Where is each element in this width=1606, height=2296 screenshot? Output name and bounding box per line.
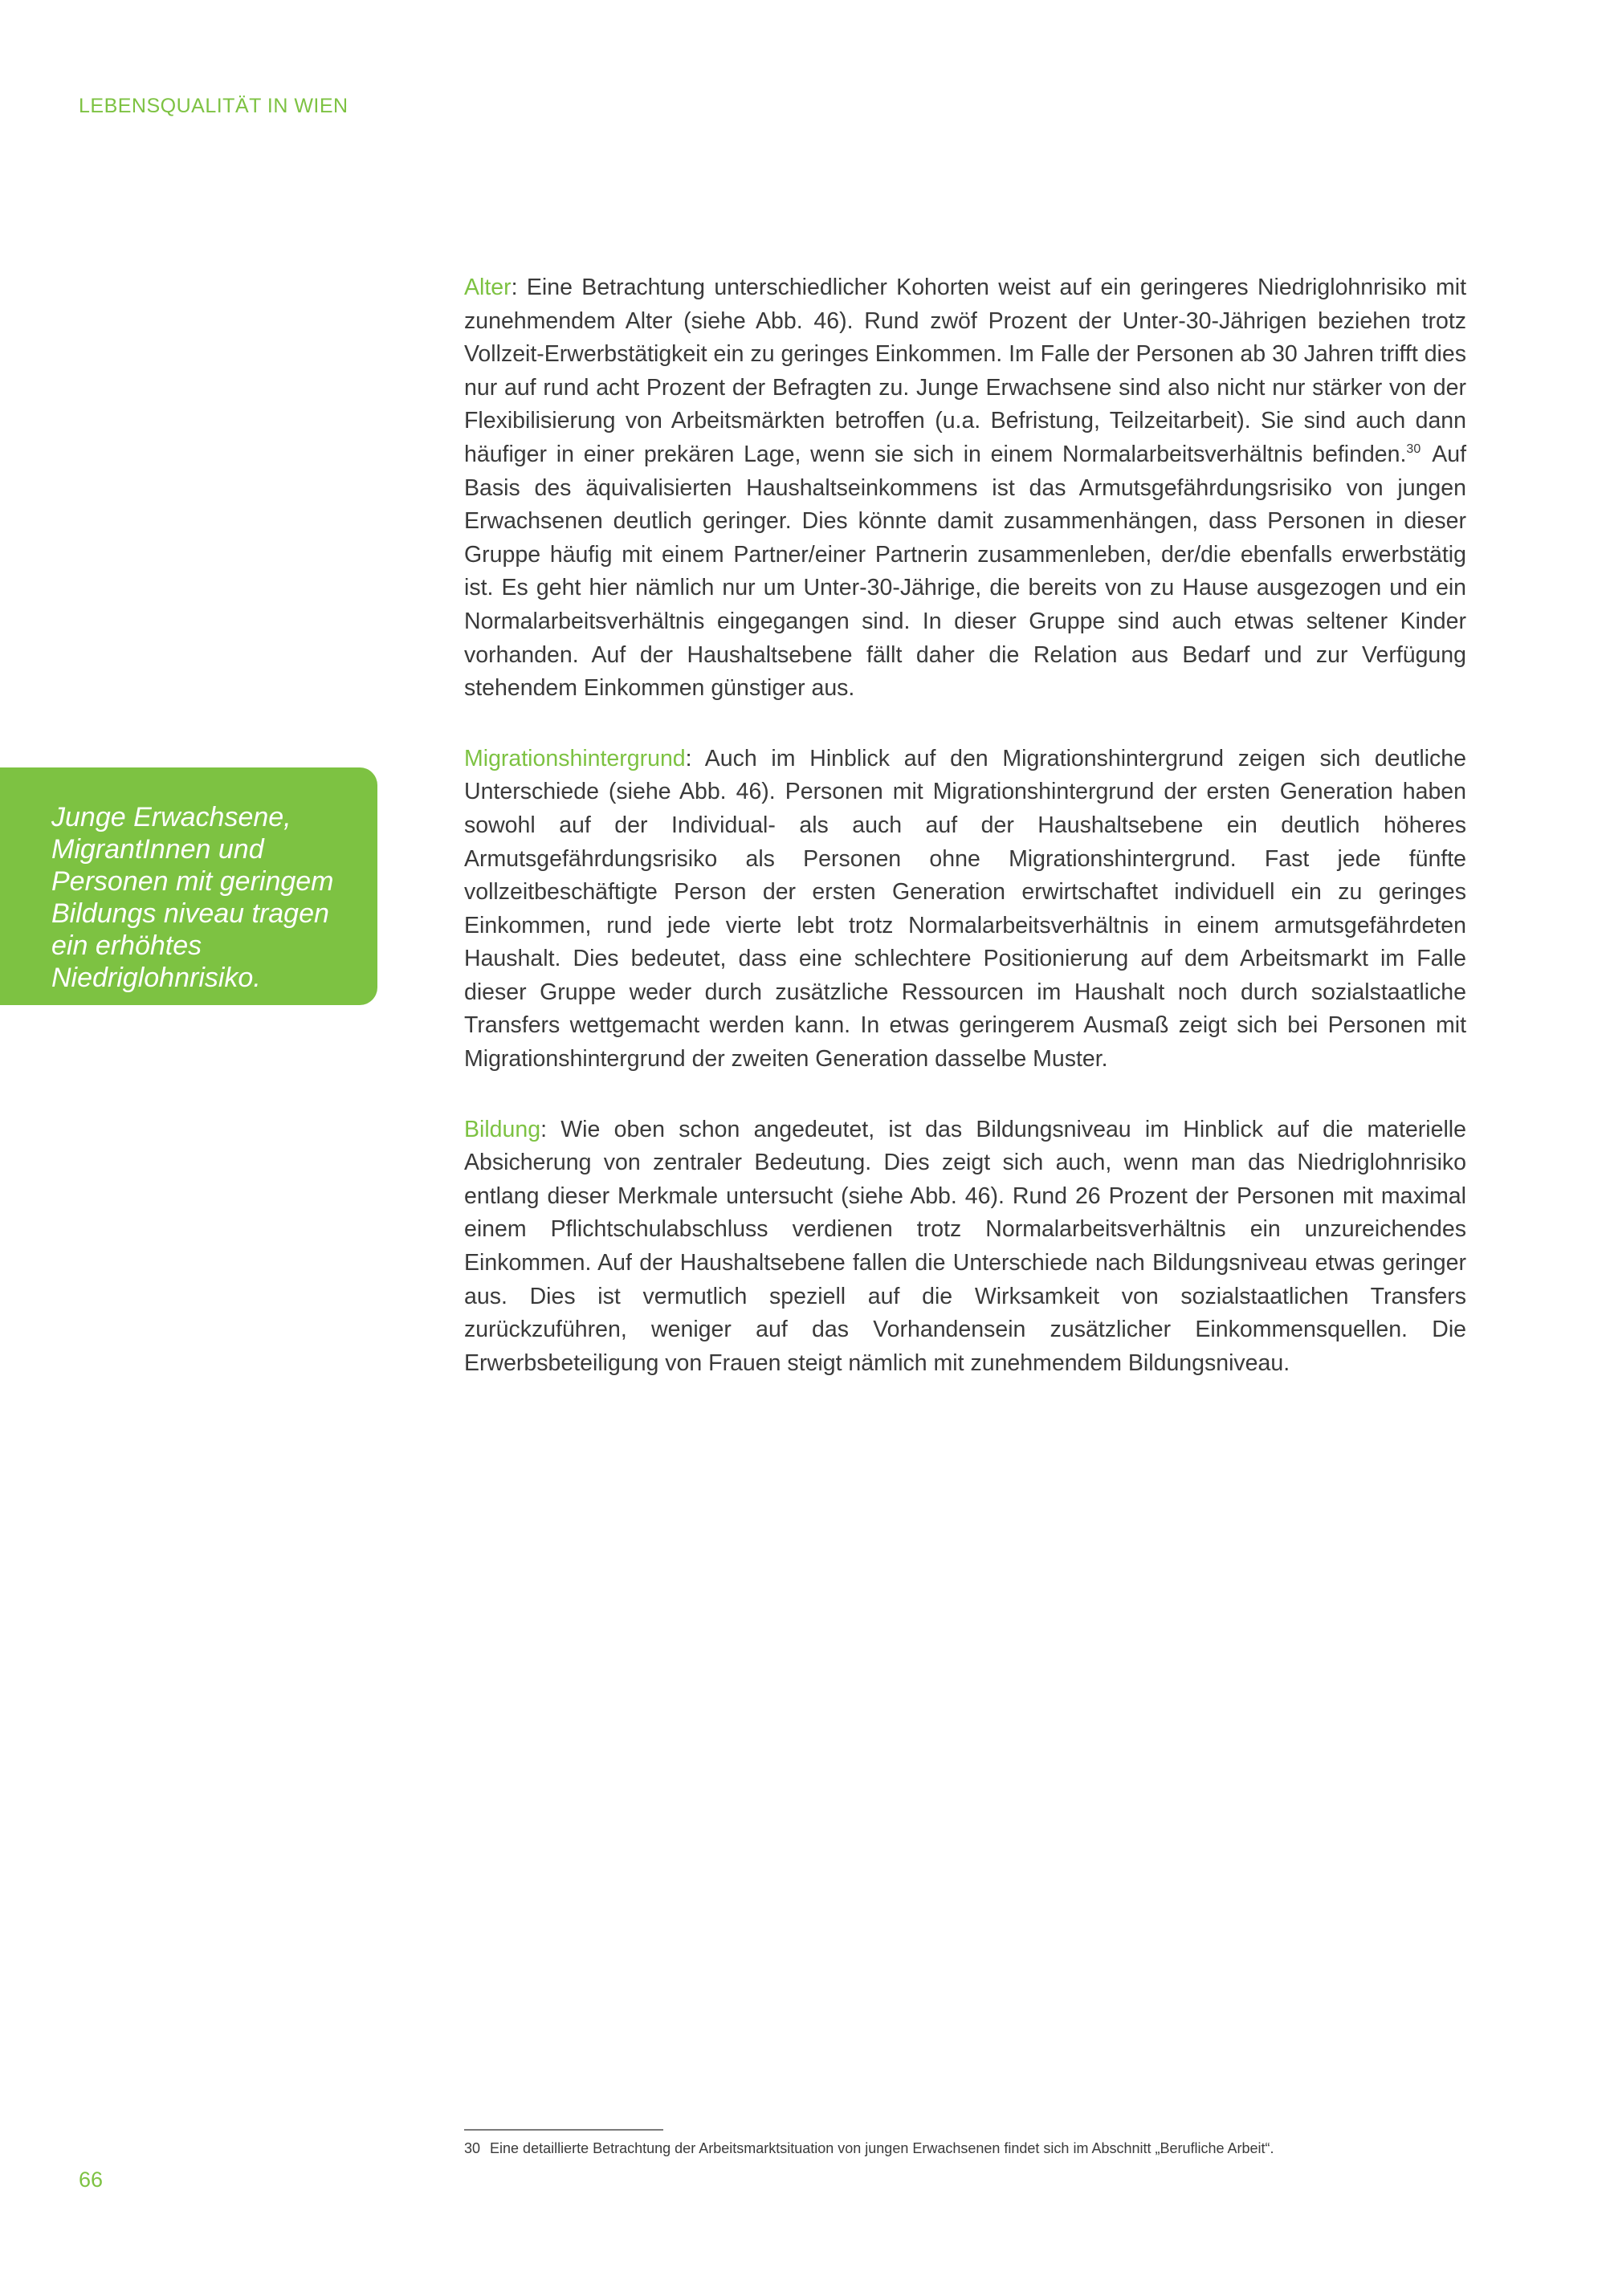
footnote-reference[interactable]: 30 <box>1406 442 1421 457</box>
paragraph-alter-text: : Eine Betrachtung unterschiedlicher Kohorten weist auf ein geringeres Niedriglohnrisiko mit zunehmendem Alter (siehe Abb. 46). Rund zwöf Prozent der Unter-30-Jährigen beziehen trotz Vollzeit-Erwerbstätigkeit ein zu geringes Einkommen. Im Falle der Personen ab 30 Jahren trifft dies nur auf rund acht Prozent der Befragten zu. Junge Erwachsene sind also nicht nur stärker von der Flexibilisierung von Arbeitsmärkten betroffen (u.a. Befristung, Teilzeitarbeit). Sie sind auch dann häufiger in einer prekären Lage, wenn sie sich in einem Normalarbeitsverhältnis befinden. <box>464 275 1466 467</box>
pullquote-box <box>0 767 377 1005</box>
footnote <box>464 2140 1274 2157</box>
paragraph-bildung <box>464 1113 1466 1381</box>
pullquote-text: Junge Erwachsene, MigrantInnen und Personen mit geringem Bildungs niveau tragen ein erhöhtes Niedriglohnrisiko. <box>51 802 334 993</box>
paragraph-alter-text-continued: Auf Basis des äquivalisierten Haushaltseinkommens ist das Armutsgefährdungsrisiko von jungen Erwachsenen deutlich geringer. Dies könnte damit zusammenhängen, dass Personen in dieser Gruppe häufig mit einem Partner/einer Partnerin zusammenleben, der/die ebenfalls erwerbstätig ist. Es geht hier nämlich nur um Unter-30-Jährige, die bereits von zu Hause ausgezogen und ein Normalarbeitsverhältnis eingegangen sind. In dieser Gruppe sind auch etwas seltener Kinder vorhanden. Auf der Haushaltsebene fällt daher die Relation aus Bedarf und zur Verfügung stehendem Einkommen günstiger aus. <box>464 441 1466 702</box>
paragraph-migration-text: : Auch im Hinblick auf den Migrationshintergrund zeigen sich deutliche Unterschiede (siehe Abb. 46). Personen mit Migrationshintergrund der ersten Generation haben sowohl auf der Individual- als auch auf der Haushaltsebene ein deutlich höheres Armutsgefährdungsrisiko als Personen ohne Migrationshintergrund. Fast jede fünfte vollzeitbeschäftigte Person der ersten Generation erwirtschaftet individuell ein zu geringes Einkommen, rund jede vierte lebt trotz Normalarbeitsverhältnis in einem armutsgefährdeten Haushalt. Dies bedeutet, dass eine schlechtere Positionierung auf dem Arbeitsmarkt im Falle dieser Gruppe weder durch zusätzliche Ressourcen im Haushalt noch durch sozialstaatliche Transfers wettgemacht werden kann. In etwas geringerem Ausmaß zeigt sich bei Personen mit Migrationshintergrund der zweiten Generation dasselbe Muster. <box>464 745 1466 1073</box>
paragraph-alter <box>464 271 1466 706</box>
paragraph-bildung-text: : Wie oben schon angedeutet, ist das Bildungsniveau im Hinblick auf die materielle Absicherung von zentraler Bedeutung. Dies zeigt sich auch, wenn man das Niedriglohnrisiko entlang dieser Merkmale untersucht (siehe Abb. 46). Rund 26 Prozent der Personen mit maximal einem Pflichtschulabschluss verdienen trotz Normalarbeitsverhältnis ein unzureichendes Einkommen. Auf der Haushaltsebene fallen die Unterschiede nach Bildungsniveau etwas geringer aus. Dies ist vermutlich speziell auf die Wirksamkeit von sozialstaatlichen Transfers zurückzuführen, weniger auf das Vorhandensein zusätzlicher Einkommensquellen. Die Erwerbsbeteiligung von Frauen steigt nämlich mit zunehmendem Bildungsniveau. <box>464 1116 1466 1376</box>
keyword-alter: Alter <box>464 275 512 300</box>
footnote-text: Eine detaillierte Betrachtung der Arbeitsmarktsituation von jungen Erwachsenen findet sich im Abschnitt „Berufliche Arbeit“. <box>490 2140 1274 2156</box>
footnote-number: 30 <box>464 2140 481 2156</box>
footnote-divider <box>464 2129 663 2131</box>
page-number: 66 <box>79 2168 104 2192</box>
keyword-bildung: Bildung <box>464 1116 541 1142</box>
keyword-migration: Migrationshintergrund <box>464 745 686 771</box>
running-header: LEBENSQUALITÄT IN WIEN <box>79 95 349 117</box>
main-text-column <box>464 271 1466 1417</box>
paragraph-migration <box>464 743 1466 1077</box>
